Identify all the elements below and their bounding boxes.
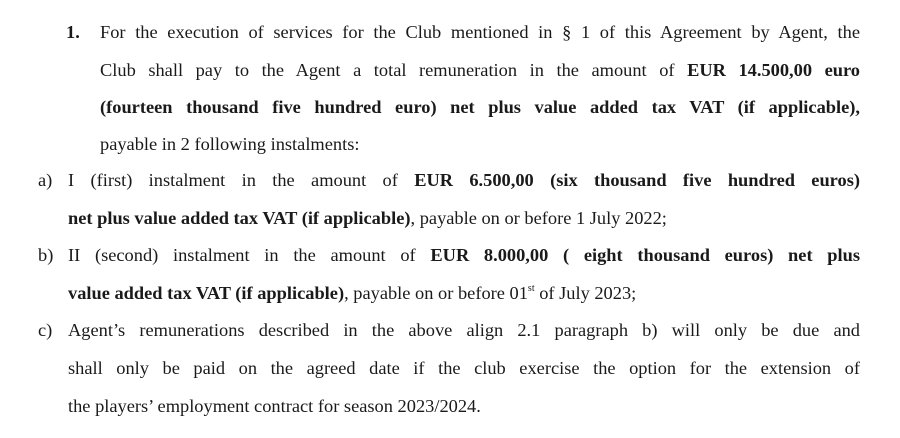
item-a-marker: a) <box>38 170 53 190</box>
item-a-line-1 <box>68 170 860 190</box>
item-b-line-2 <box>68 283 636 303</box>
item-c-marker: c) <box>38 320 53 340</box>
item-b-due: , payable on or before 01 <box>344 283 528 303</box>
item-c-line-1: Agent’s remunerations described in the above align 2.1 paragraph b) will only be due and <box>68 320 860 340</box>
clause-line-1: For the execution of services for the Club mentioned in § 1 of this Agreement by Agent, the <box>100 22 860 42</box>
item-b-vat: value added tax VAT (if applicable) <box>68 283 345 303</box>
clause-line-2-text: Club shall pay to the Agent a total remuneration in the amount of <box>100 60 688 80</box>
clause-number: 1. <box>66 22 80 42</box>
item-a-text: I (first) instalment in the amount of <box>68 170 415 190</box>
item-a-line-2 <box>68 208 667 228</box>
item-b-line-1 <box>68 245 860 265</box>
item-b-superscript: st <box>527 282 535 294</box>
item-c-line-2: shall only be paid on the agreed date if the club exercise the option for the extension of <box>68 358 860 378</box>
clause-line-2 <box>100 60 860 80</box>
clause-amount: EUR 14.500,00 euro <box>687 60 860 80</box>
item-b-marker: b) <box>38 245 54 265</box>
item-c-line-3: the players’ employment contract for season 2023/2024. <box>68 396 481 416</box>
item-b-amount: EUR 8.000,00 ( eight thousand euros) net plus <box>430 245 860 265</box>
clause-line-3 <box>100 97 860 117</box>
item-a-due: , payable on or before 1 July 2022; <box>410 208 667 228</box>
item-b-due-end: of July 2023; <box>534 283 637 303</box>
item-a-vat: net plus value added tax VAT (if applicable) <box>68 208 411 228</box>
clause-amount-words: (fourteen thousand five hundred euro) net plus value added tax VAT (if applicable), <box>100 97 860 117</box>
clause-line-4: payable in 2 following instalments: <box>100 134 360 154</box>
item-b-text: II (second) instalment in the amount of <box>68 245 431 265</box>
item-a-amount: EUR 6.500,00 (six thousand five hundred euros) <box>414 170 860 190</box>
